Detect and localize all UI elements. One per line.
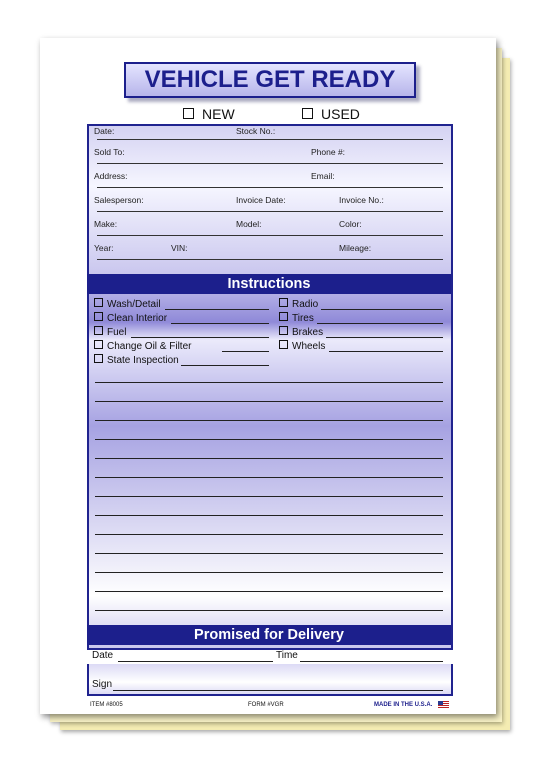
change-oil-label: Change Oil & Filter	[107, 341, 192, 352]
made-in-usa: MADE IN THE U.S.A.	[374, 702, 433, 708]
delivery-header: Promised for Delivery	[87, 625, 451, 645]
state-inspection-checkbox[interactable]	[94, 354, 103, 363]
vin-label: VIN:	[171, 243, 188, 253]
invoice-no-label: Invoice No.:	[339, 195, 384, 205]
task-wheels[interactable]	[279, 340, 325, 352]
note-line[interactable]	[95, 572, 443, 573]
task-brakes[interactable]	[279, 326, 323, 338]
year-label: Year:	[94, 243, 114, 253]
clean-interior-checkbox[interactable]	[94, 312, 103, 321]
task-radio[interactable]	[279, 298, 318, 310]
state-inspection-line[interactable]	[181, 365, 269, 366]
task-state-inspection[interactable]	[94, 354, 179, 366]
instructions-header: Instructions	[87, 274, 451, 294]
new-option[interactable]	[183, 106, 235, 122]
note-line[interactable]	[95, 515, 443, 516]
mileage-label: Mileage:	[339, 243, 372, 253]
wheels-checkbox[interactable]	[279, 340, 288, 349]
note-line[interactable]	[95, 401, 443, 402]
delivery-date-label: Date	[92, 650, 114, 661]
used-label: USED	[321, 106, 360, 122]
fuel-label: Fuel	[107, 327, 127, 338]
change-oil-line[interactable]	[222, 351, 269, 352]
item-number: ITEM #8005	[90, 702, 123, 708]
task-clean-interior[interactable]	[94, 312, 167, 324]
tires-label: Tires	[292, 313, 314, 324]
invoice-date-label: Invoice Date:	[236, 195, 286, 205]
color-label: Color:	[339, 219, 362, 229]
wash-detail-checkbox[interactable]	[94, 298, 103, 307]
clean-interior-label: Clean Interior	[107, 313, 168, 324]
delivery-panel	[87, 664, 453, 696]
task-change-oil[interactable]	[94, 340, 191, 352]
form-title: VEHICLE GET READY	[124, 62, 416, 98]
change-oil-checkbox[interactable]	[94, 340, 103, 349]
note-line[interactable]	[95, 553, 443, 554]
note-line[interactable]	[95, 439, 443, 440]
brakes-checkbox[interactable]	[279, 326, 288, 335]
wash-detail-label: Wash/Detail	[107, 299, 161, 310]
wash-detail-line[interactable]	[165, 309, 269, 310]
salesperson-label: Salesperson:	[94, 195, 144, 205]
new-label: NEW	[202, 106, 235, 122]
task-fuel[interactable]	[94, 326, 126, 338]
model-label: Model:	[236, 219, 262, 229]
email-label: Email:	[311, 171, 335, 181]
tires-checkbox[interactable]	[279, 312, 288, 321]
vehicle-info-panel	[87, 124, 453, 650]
state-inspection-label: State Inspection	[107, 355, 179, 366]
brakes-label: Brakes	[292, 327, 324, 338]
note-line[interactable]	[95, 610, 443, 611]
form-sheet	[40, 38, 496, 714]
fuel-line[interactable]	[131, 337, 269, 338]
year-line[interactable]	[97, 259, 443, 260]
tires-line[interactable]	[317, 323, 443, 324]
clean-interior-line[interactable]	[171, 323, 269, 324]
delivery-time-line[interactable]	[300, 661, 443, 662]
task-wash-detail[interactable]	[94, 298, 161, 310]
stock-no-label: Stock No.:	[236, 126, 276, 136]
fuel-checkbox[interactable]	[94, 326, 103, 335]
note-line[interactable]	[95, 591, 443, 592]
used-checkbox[interactable]	[302, 108, 313, 119]
note-line[interactable]	[95, 420, 443, 421]
date-label: Date:	[94, 126, 115, 136]
wheels-line[interactable]	[329, 351, 443, 352]
phone-label: Phone #:	[311, 147, 346, 157]
address-line[interactable]	[97, 187, 443, 188]
delivery-date-line[interactable]	[118, 661, 273, 662]
delivery-time-label: Time	[276, 650, 298, 661]
task-tires[interactable]	[279, 312, 314, 324]
note-line[interactable]	[95, 534, 443, 535]
note-line[interactable]	[95, 382, 443, 383]
signature-line[interactable]	[113, 690, 443, 691]
sold-to-label: Sold To:	[94, 147, 125, 157]
sign-label: Sign	[92, 679, 113, 690]
radio-line[interactable]	[321, 309, 443, 310]
used-option[interactable]	[302, 106, 360, 122]
form-number: FORM #VGR	[248, 702, 284, 708]
wheels-label: Wheels	[292, 341, 326, 352]
note-line[interactable]	[95, 477, 443, 478]
note-line[interactable]	[95, 496, 443, 497]
note-line[interactable]	[95, 458, 443, 459]
address-label: Address:	[94, 171, 128, 181]
radio-checkbox[interactable]	[279, 298, 288, 307]
brakes-line[interactable]	[326, 337, 443, 338]
make-line[interactable]	[97, 235, 443, 236]
new-checkbox[interactable]	[183, 108, 194, 119]
us-flag-icon	[438, 701, 449, 708]
sold-to-line[interactable]	[97, 163, 443, 164]
date-line[interactable]	[97, 139, 443, 140]
radio-label: Radio	[292, 299, 319, 310]
make-label: Make:	[94, 219, 118, 229]
salesperson-line[interactable]	[97, 211, 443, 212]
